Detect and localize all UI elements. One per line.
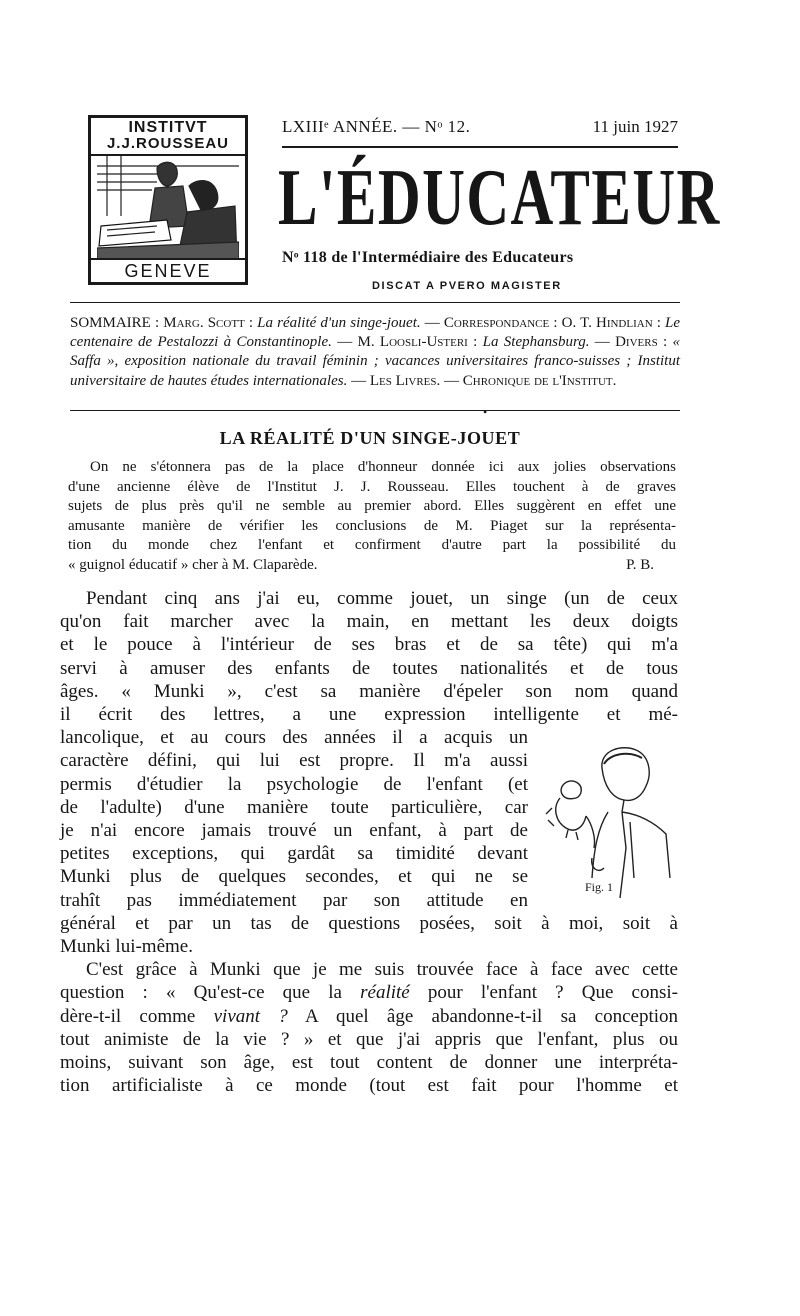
intro-line: On ne s'étonnera pas de la place d'honneur donnée ici aux jolies observations (90, 459, 676, 475)
intro-line: tion du monde chez l'enfant et confirment d'autre part la possibilité du (68, 537, 676, 553)
sommaire-rule-bottom (70, 410, 680, 411)
body-line: C'est grâce à Munki que je me suis trouvée face à face avec cette (86, 959, 678, 981)
body-line: et le pouce à l'intérieur de ses bras et de sa tête) qui m'a (60, 634, 678, 656)
body-line: trahît pas immédiatement par son attitude en (60, 889, 528, 911)
body-line: petites exceptions, qui gardât sa timidité devant (60, 843, 528, 865)
intro-signature: P. B. (626, 556, 654, 573)
body-line (60, 1005, 678, 1028)
body-line: servi à amuser des enfants de toutes nationalités et de tous (60, 657, 678, 679)
body-fragment: dère-t-il comme (60, 1005, 214, 1027)
toc-author-1: Marg. Scott : (163, 315, 254, 331)
issue-date: 11 juin 1927 (592, 117, 678, 136)
logo-line-1: INSTITVT (128, 119, 208, 136)
body-line: général et par un tas de questions posées, soit à moi, soit à (60, 912, 678, 934)
issue-number: LXIIIᵉ ANNÉE. — Nᵒ 12. (282, 117, 471, 136)
body-line: tion artificialiste à ce monde (tout est fait pour l'homme et (60, 1075, 678, 1097)
journal-motto: DISCAT A PVERO MAGISTER (372, 280, 562, 292)
intro-line: amusante manière de vérifier les conclusions de M. Piaget sur la représenta- (68, 517, 676, 534)
intro-line: « guignol éducatif » cher à M. Claparède. (68, 556, 318, 573)
institute-logo (88, 115, 248, 285)
toc-title-2: Le centenaire de Pestalozzi à Constantinople. (70, 315, 681, 351)
body-line: caractère défini, qui lui est propre. Il m'a aussi (60, 750, 528, 772)
logo-rule-bottom (91, 258, 245, 260)
body-fragment: question : « Qu'est-ce que la (60, 982, 361, 1004)
toc-author-4: — Divers : (594, 334, 668, 351)
body-emphasis: réalité (360, 982, 410, 1004)
article-intro (68, 458, 676, 575)
journal-subtitle: Nᵒ 118 de l'Intermédiaire des Educateurs (282, 249, 574, 266)
toc-title-3: La Stephansburg. (482, 334, 590, 351)
intro-line: d'une ancienne élève de l'Institut J. J. Rousseau. Elles touchent à de graves (68, 478, 676, 495)
table-of-contents (70, 314, 680, 391)
journal-title: L'ÉDUCATEUR (278, 154, 721, 242)
body-line: je n'ai encore jamais trouvé un enfant, à part de (60, 820, 528, 842)
sommaire-label: SOMMAIRE : (70, 315, 160, 331)
body-line: de l'adulte) d'une manière toute particulière, car (60, 796, 528, 818)
body-line: permis d'étudier la psychologie de l'enfant (et (60, 773, 528, 795)
body-fragment: pour l'enfant ? Que consi- (409, 982, 678, 1004)
masthead-rule (282, 146, 678, 148)
body-fragment: A quel âge abandonne-t-il sa conception (287, 1005, 678, 1027)
body-line: il écrit des lettres, a une expression intelligente et mé- (60, 704, 678, 726)
logo-line-3: GENEVE (124, 261, 212, 281)
toc-author-5: — Les Livres. — Chronique de l'Institut. (351, 372, 617, 389)
intro-last-line (68, 556, 676, 576)
sommaire-rule-top (70, 302, 680, 303)
logo-line-2: J.J.ROUSSEAU (106, 135, 230, 152)
body-line: lancolique, et au cours des années il a acquis un (60, 727, 528, 749)
body-emphasis: vivant ? (213, 1005, 288, 1027)
body-line (60, 981, 678, 1004)
article-heading: LA RÉALITÉ D'UN SINGE-JOUET (219, 428, 521, 448)
separator-bullet: • (483, 405, 488, 419)
toc-author-2: — Correspondance : O. T. Hindlian : (424, 315, 661, 331)
body-line: Munki plus de quelques secondes, et qui ne se (60, 866, 528, 888)
body-line: Pendant cinq ans j'ai eu, comme jouet, un singe (un de ceux (86, 588, 678, 609)
body-line: moins, suivant son âge, est tout content de donner une interpréta- (60, 1052, 678, 1074)
logo-engraving-icon (97, 156, 239, 260)
intro-line: sujets de plus près qu'il ne semble au premier abord. Elles suggèrent en effet une (68, 498, 676, 514)
toc-author-3: — M. Loosli-Usteri : (337, 334, 478, 351)
toc-title-1: La réalité d'un singe-jouet. (257, 315, 421, 331)
body-line: Munki lui-même. (60, 936, 193, 958)
figure-caption: Fig. 1 (585, 880, 614, 894)
toc-title-4: « Saffa », exposition nationale du travail féminin ; vacances universitaires franco-suisses ; Institut universitaire de hautes études internationales. (70, 334, 681, 389)
body-line: qu'on fait marcher avec la main, en mettant les deux doigts (60, 611, 678, 633)
body-line: tout animiste de la vie ? » et que j'ai appris que l'enfant, plus ou (60, 1028, 678, 1050)
body-line: âges. « Munki », c'est sa manière d'épeler son nom quand (60, 680, 678, 702)
